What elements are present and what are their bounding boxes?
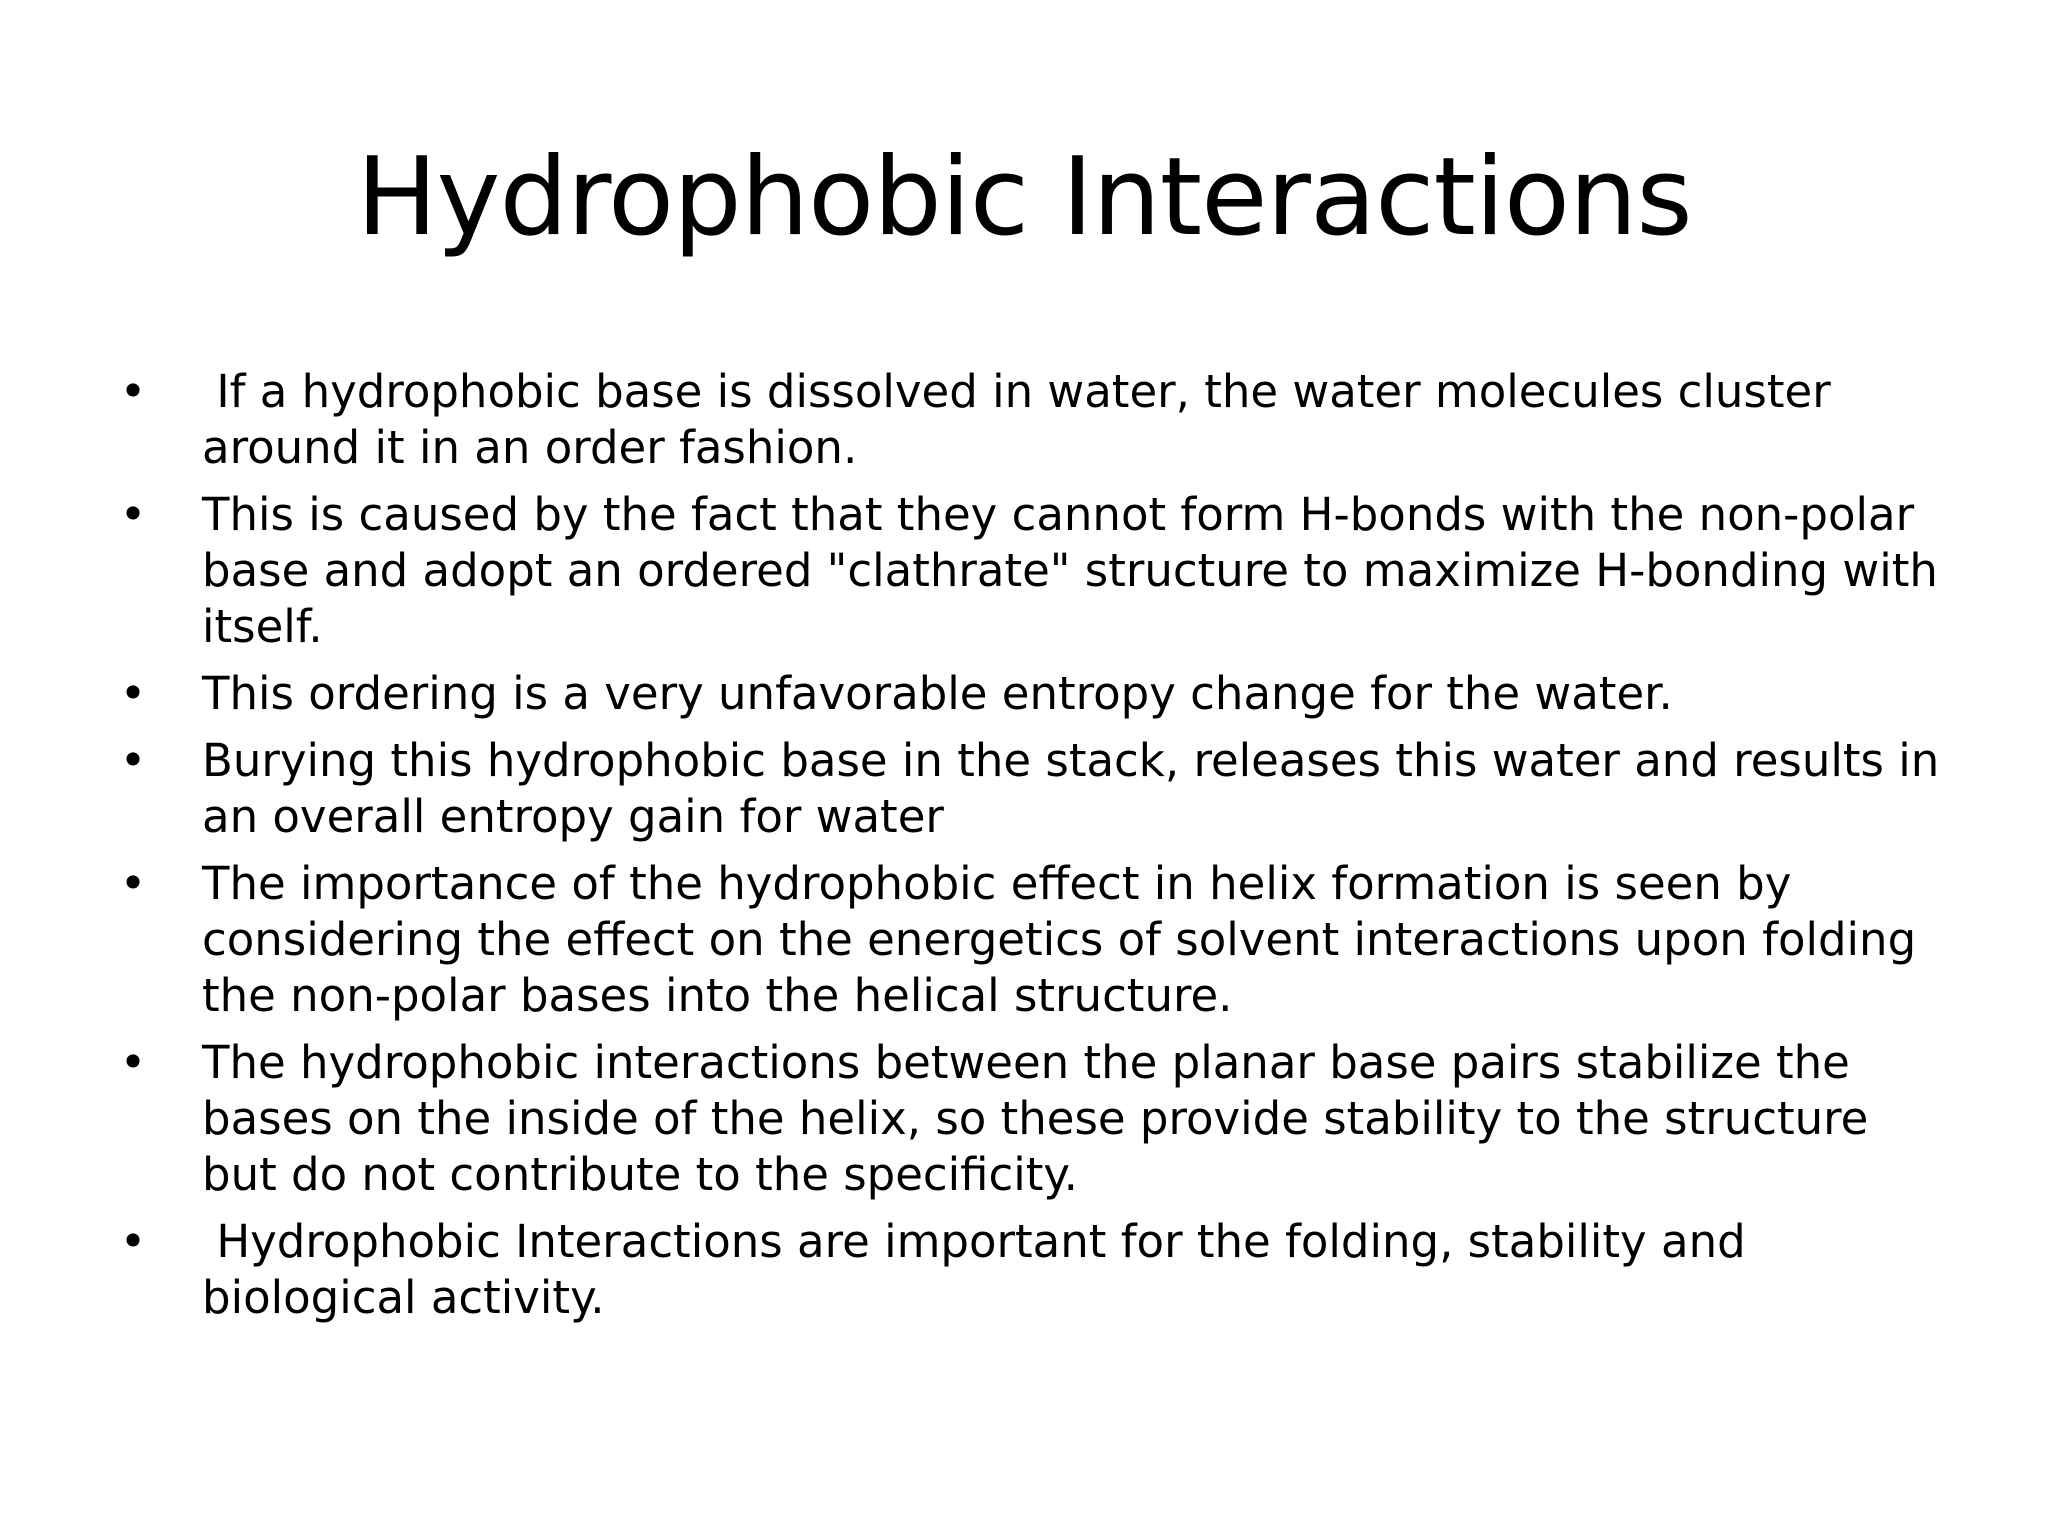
bullet-text: Burying this hydrophobic base in the stack, releases this water and results in an overall entropy gain for water	[202, 734, 1940, 843]
bullet-icon: •	[119, 365, 147, 418]
bullet-text: This is caused by the fact that they cannot form H-bonds with the non-polar base and adopt an ordered "clathrate" structure to maximize H-bonding with itself.	[202, 488, 1938, 653]
bullet-icon: •	[119, 488, 147, 541]
bullet-item	[118, 666, 1948, 722]
bullet-text: The importance of the hydrophobic effect in helix formation is seen by considering the effect on the energetics of solvent interactions upon folding the non-polar bases into the helical structure.	[202, 857, 1917, 1022]
bullet-item	[118, 733, 1948, 845]
bullet-item	[118, 856, 1948, 1024]
bullet-text: Hydrophobic Interactions are important for the folding, stability and biological activity.	[202, 1215, 1760, 1324]
slide-title: Hydrophobic Interactions	[356, 135, 1692, 260]
bullet-text: The hydrophobic interactions between the planar base pairs stabilize the bases on the inside of the helix, so these provide stability to the structure but do not contribute to the specificity.	[202, 1036, 1869, 1201]
bullet-item	[118, 364, 1948, 476]
bullet-list	[118, 364, 1948, 1337]
bullet-text: This ordering is a very unfavorable entropy change for the water.	[202, 667, 1673, 720]
bullet-item	[118, 1035, 1948, 1203]
bullet-item	[118, 487, 1948, 655]
bullet-item	[118, 1214, 1948, 1326]
bullet-icon: •	[119, 857, 147, 910]
bullet-text: If a hydrophobic base is dissolved in water, the water molecules cluster around it in an order fashion.	[202, 365, 1846, 474]
bullet-icon: •	[119, 667, 147, 720]
bullet-icon: •	[119, 1036, 147, 1089]
bullet-icon: •	[119, 734, 147, 787]
bullet-icon: •	[119, 1215, 147, 1268]
